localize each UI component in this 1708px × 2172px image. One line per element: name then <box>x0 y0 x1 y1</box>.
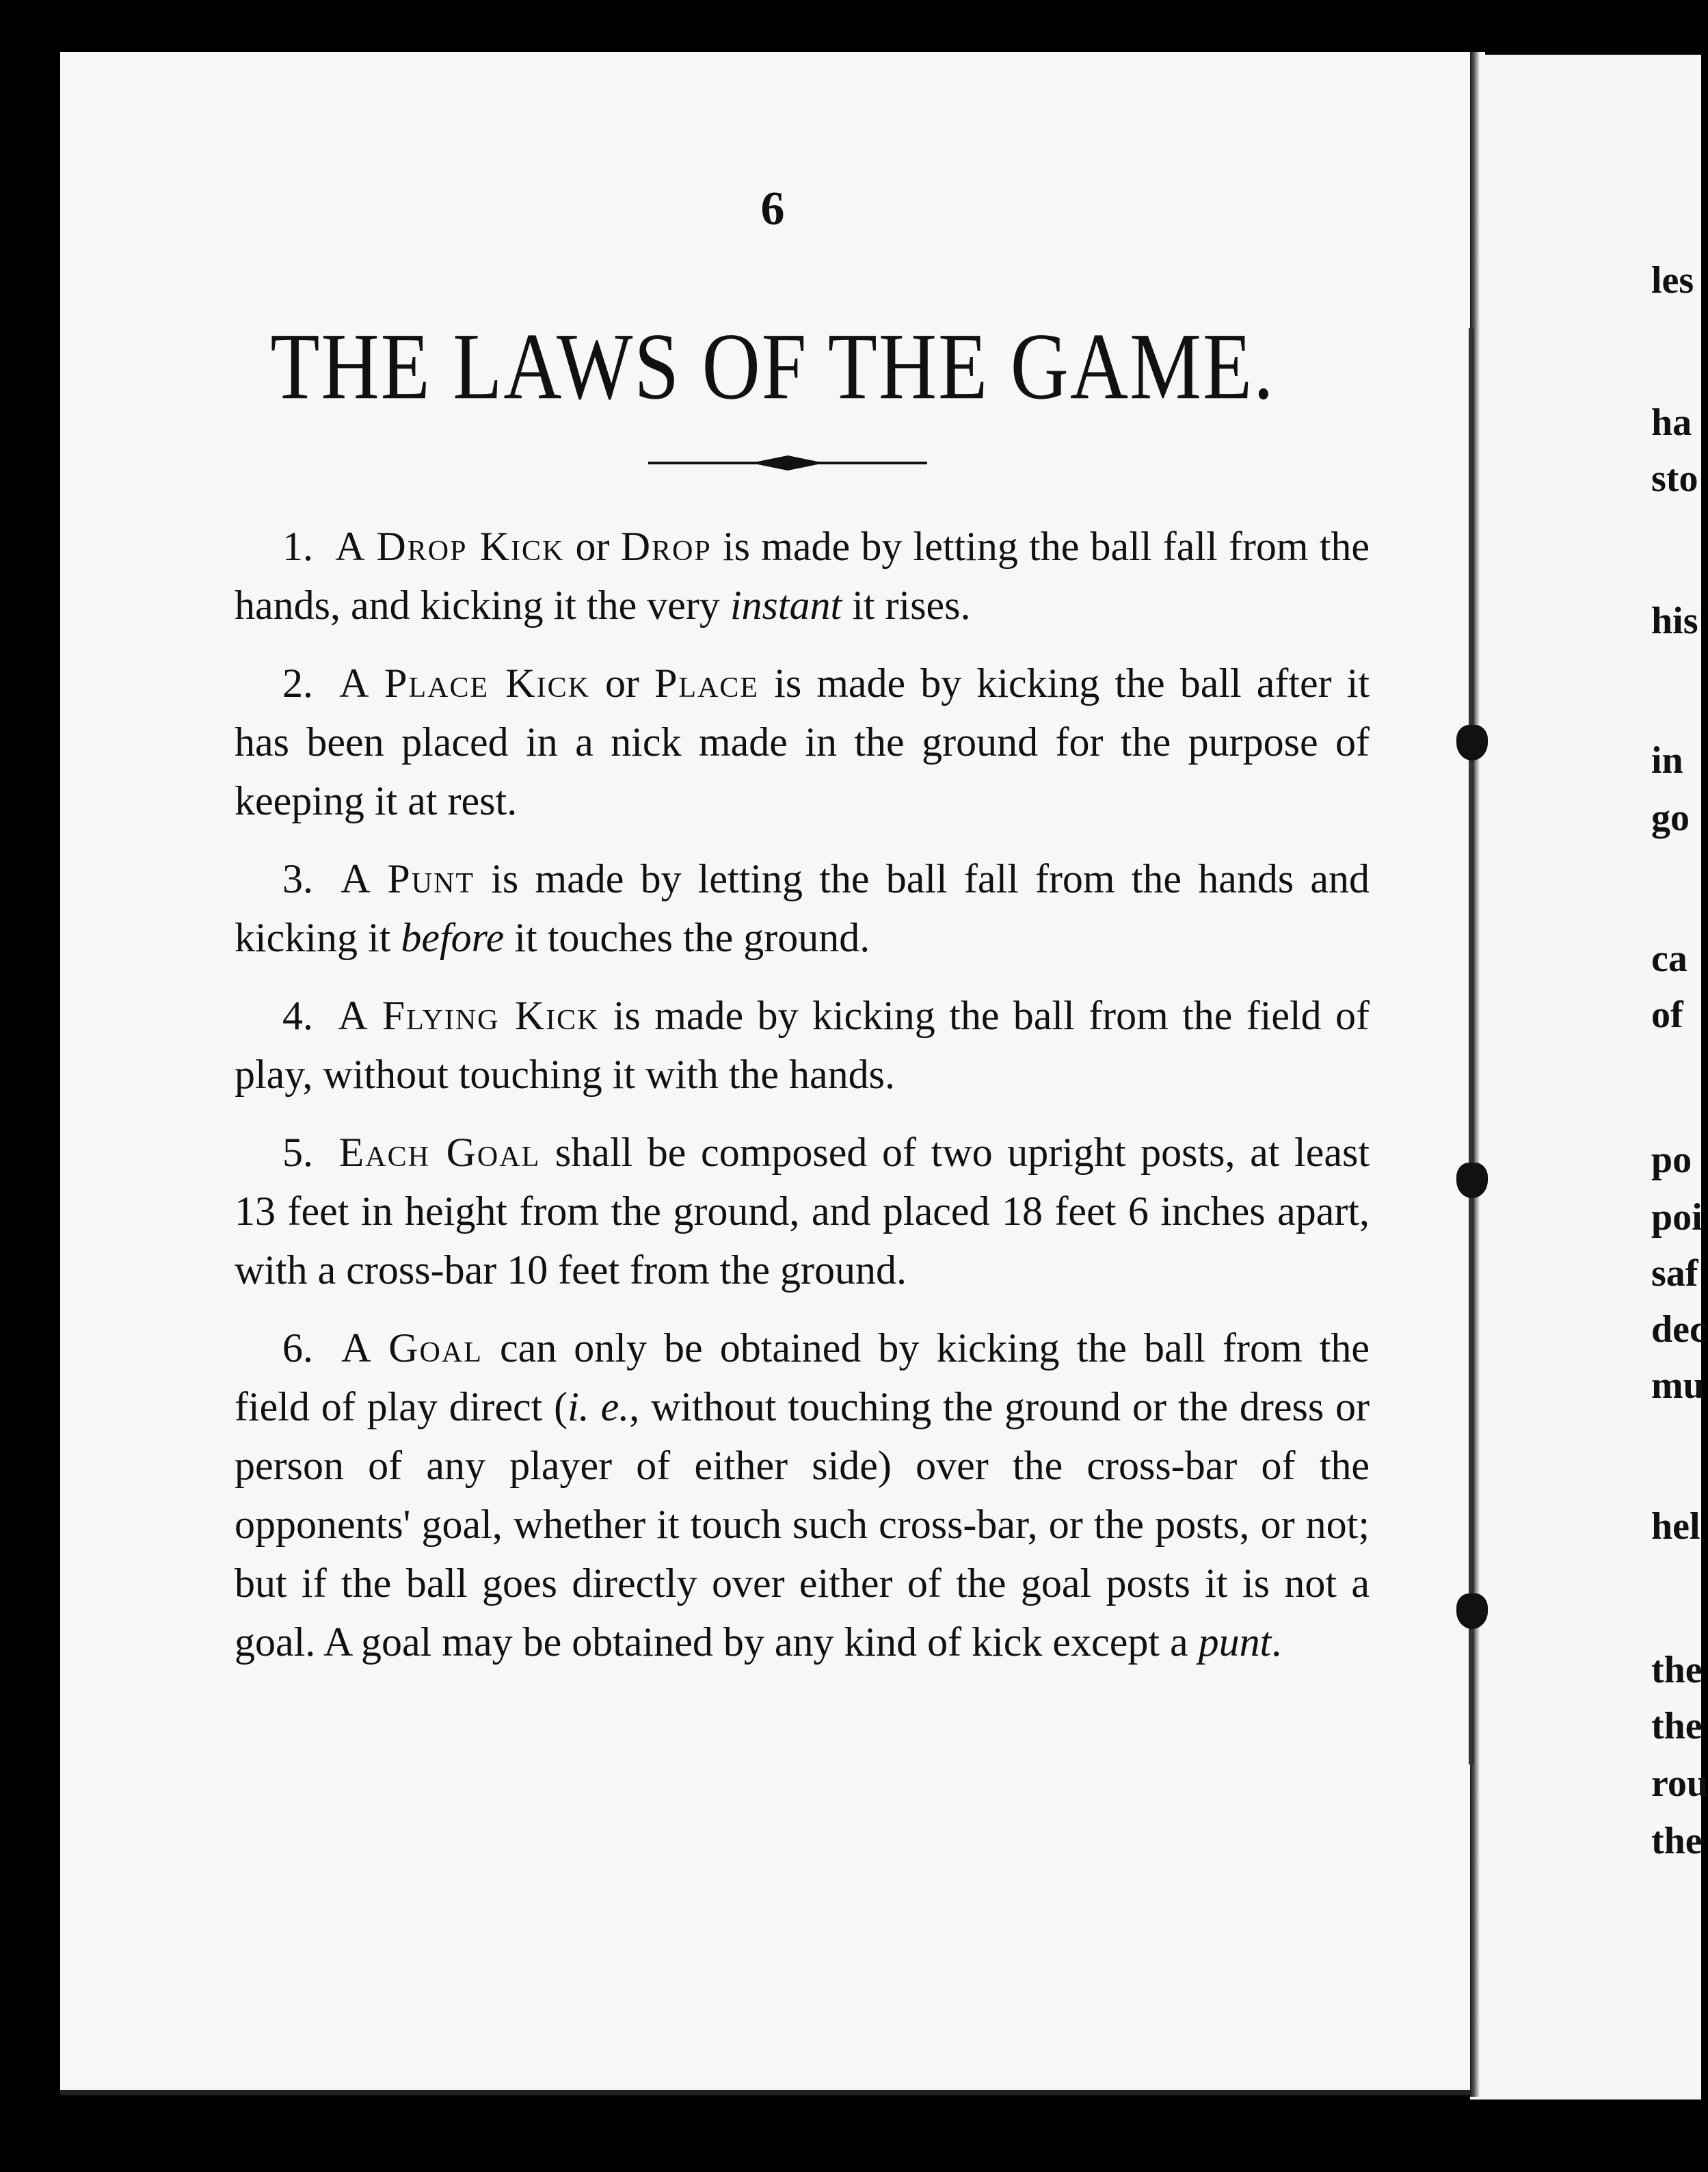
law-text: shall be composed of two upright posts, at least 13 feet in height from the ground, and placed 18 feet 6 inches apart, with a cross-bar 10 feet from the ground. <box>235 1130 1370 1293</box>
right-page-fragment: dec <box>1651 1308 1707 1351</box>
law-5 <box>235 1123 1370 1299</box>
law-text: can only be obtained by kicking the ball from the field of play direct ( <box>235 1325 1370 1429</box>
law-emphasis: punt <box>1198 1619 1272 1665</box>
law-number: 3. <box>282 856 313 901</box>
law-term: A Place Kick <box>339 661 590 706</box>
law-1 <box>235 517 1370 635</box>
right-page-fragment: mu <box>1651 1364 1705 1407</box>
laws-list <box>235 517 1370 1691</box>
left-page <box>60 52 1485 2095</box>
right-page-fragment: the <box>1651 1820 1703 1862</box>
right-page-fragment: les <box>1651 259 1694 302</box>
law-term: A Goal <box>341 1325 483 1370</box>
law-number: 2. <box>282 661 313 706</box>
law-4 <box>235 986 1370 1104</box>
right-page-fragment: saf <box>1651 1252 1698 1295</box>
binding-stitch-icon <box>1456 1163 1488 1198</box>
law-term: A Drop Kick <box>335 524 565 569</box>
law-term: Place <box>654 661 760 706</box>
law-number: 1. <box>282 524 313 569</box>
law-term: Each Goal <box>338 1130 541 1175</box>
law-connector: or <box>605 661 639 706</box>
right-page-fragment: hel <box>1651 1505 1700 1548</box>
law-emphasis: instant <box>730 583 842 628</box>
right-page-fragment: go <box>1651 797 1690 839</box>
right-page-fragment: ca <box>1651 938 1687 980</box>
right-page-fragment: rou <box>1651 1762 1708 1805</box>
law-number: 6. <box>282 1325 313 1370</box>
law-emphasis: i. e. <box>568 1384 630 1429</box>
right-page-fragment: poi <box>1651 1196 1703 1239</box>
right-page-fragment: the <box>1651 1705 1703 1747</box>
law-number: 4. <box>282 993 313 1038</box>
law-text: is made by kicking the ball after it has been placed in a nick made in the ground for the purpose of keeping it at rest. <box>235 661 1370 823</box>
law-number: 5. <box>282 1130 313 1175</box>
law-term: A Flying Kick <box>338 993 600 1038</box>
law-6 <box>235 1319 1370 1671</box>
binding-stitch-icon <box>1456 725 1488 760</box>
right-page-fragment: in <box>1651 739 1683 782</box>
right-page-fragment: his <box>1651 600 1698 642</box>
right-page-fragment: the <box>1651 1649 1703 1691</box>
binding-stitch-icon <box>1456 1593 1488 1629</box>
law-text: it rises. <box>852 583 971 628</box>
right-page-fragment: sto <box>1651 458 1698 500</box>
law-text: it touches the ground. <box>514 915 870 960</box>
law-text: . <box>1271 1619 1282 1665</box>
law-emphasis: before <box>401 915 505 960</box>
right-page-fragment: po <box>1651 1139 1692 1181</box>
right-page-fragment: ha <box>1651 401 1692 444</box>
page-title: THE LAWS OF THE GAME. <box>270 313 1275 419</box>
binding-thread <box>1469 328 1474 1764</box>
law-connector: or <box>575 524 610 569</box>
law-term: A Punt <box>341 856 475 901</box>
right-page-fragment: of <box>1651 994 1683 1036</box>
law-text: is made by letting the ball fall from the hands and kicking it <box>235 856 1370 960</box>
law-term: Drop <box>620 524 712 569</box>
ornament-divider <box>648 453 927 473</box>
law-text: is made by letting the ball fall from the hands, and kicking it the very <box>235 524 1370 628</box>
law-3 <box>235 849 1370 967</box>
page-number: 6 <box>760 183 785 235</box>
law-2 <box>235 654 1370 830</box>
law-text: , without touching the ground or the dress or person of any player of either side) over the cross-bar of the opponents' goal, whether it touch such cross-bar, or the posts, or not; but if the ball goes directly over either of the goal posts it is not a goal. A goal may be obtained by any kind of kick except a <box>235 1384 1370 1665</box>
law-text: is made by kicking the ball from the field of play, without touching it with the hands. <box>235 993 1370 1097</box>
